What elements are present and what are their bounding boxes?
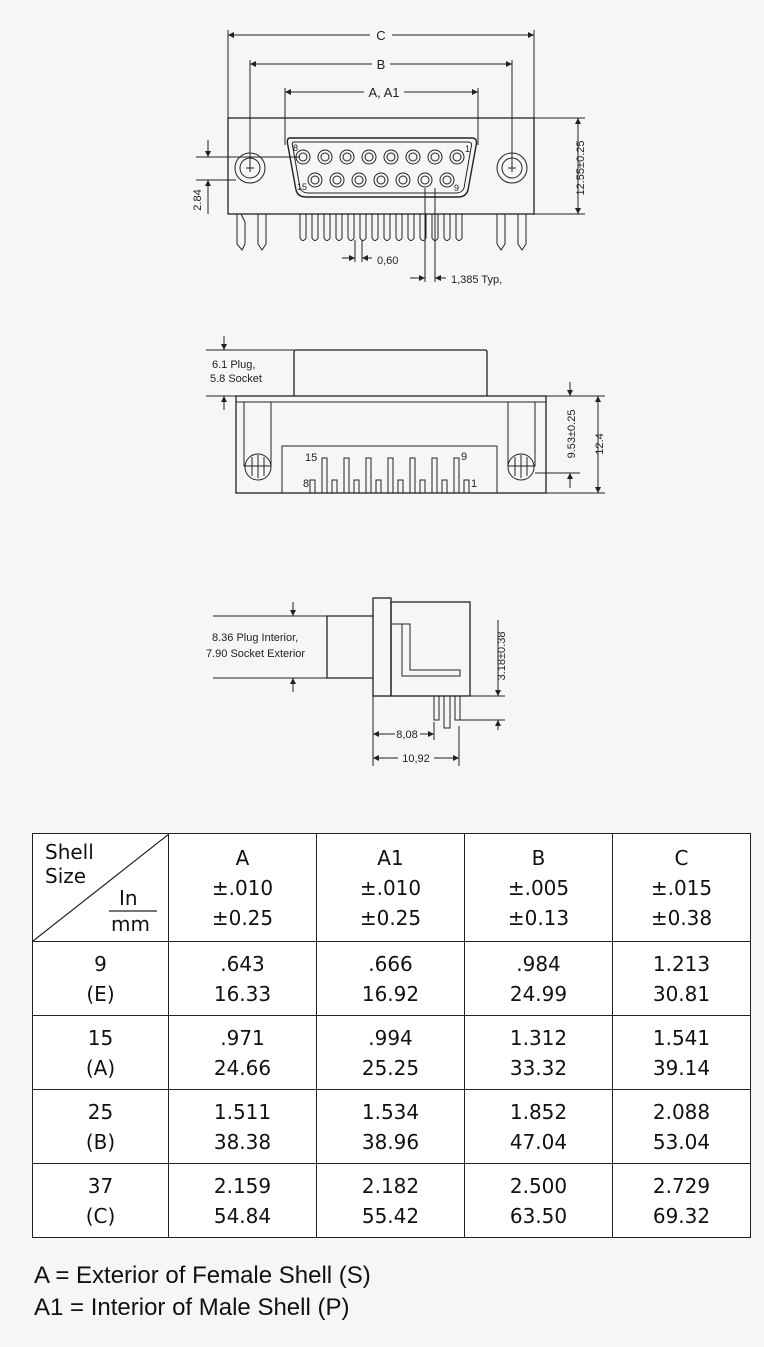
value-mm: 55.42 (361, 1203, 420, 1228)
value-cell (465, 942, 613, 1016)
value-mm: 33.32 (509, 1055, 568, 1080)
header-c-tol-in: ±.015 (650, 875, 713, 900)
legend-line-a1: A1 = Interior of Male Shell (P) (34, 1294, 350, 1321)
shell-code: (C) (85, 1203, 116, 1228)
table-header-row (33, 834, 751, 942)
value-cell (169, 1090, 317, 1164)
header-a-name: A (235, 845, 250, 870)
value-cell (613, 1164, 751, 1238)
value-cell (169, 942, 317, 1016)
value-mm: 16.33 (213, 981, 272, 1006)
header-b (465, 834, 613, 942)
value-in: 2.182 (361, 1173, 420, 1198)
bottom-dim-inner-label: 9.53±0.25 (566, 409, 578, 459)
front-height-left-label: 2.84 (192, 189, 204, 211)
shell-code: (E) (86, 981, 115, 1006)
bottom-pin-15-label: 15 (305, 452, 318, 464)
value-cell (169, 1016, 317, 1090)
bottom-pin-9-label: 9 (461, 451, 468, 463)
value-cell (613, 942, 751, 1016)
value-cell (317, 1164, 465, 1238)
header-b-name: B (531, 845, 546, 870)
value-mm: 38.38 (213, 1129, 272, 1154)
value-cell (465, 1164, 613, 1238)
shell-code: (A) (85, 1055, 116, 1080)
value-in: 2.159 (213, 1173, 272, 1198)
header-a1-tol-mm: ±0.25 (359, 905, 422, 930)
value-in: .984 (516, 951, 561, 976)
shell-code: (B) (85, 1129, 116, 1154)
value-in: 1.312 (509, 1025, 568, 1050)
legend-line-a: A = Exterior of Female Shell (S) (34, 1262, 371, 1289)
value-mm: 24.66 (213, 1055, 272, 1080)
side-view-drawing (0, 590, 764, 770)
value-mm: 38.96 (361, 1129, 420, 1154)
corner-shell-text: Shell (45, 840, 94, 864)
header-c (613, 834, 751, 942)
shell-size-cell (33, 942, 169, 1016)
front-pin-1-label: 1 (465, 144, 471, 154)
value-cell (465, 1016, 613, 1090)
value-in: 2.729 (652, 1173, 711, 1198)
header-a-tol-mm: ±0.25 (211, 905, 274, 930)
value-in: 1.541 (652, 1025, 711, 1050)
bottom-pin-8-label: 8 (303, 478, 310, 490)
value-in: 2.500 (509, 1173, 568, 1198)
value-cell (613, 1016, 751, 1090)
header-a1-tol-in: ±.010 (359, 875, 422, 900)
header-b-tol-mm: ±0.13 (507, 905, 570, 930)
bottom-pin-1-label: 1 (471, 478, 478, 490)
value-in: 2.088 (652, 1099, 711, 1124)
value-mm: 39.14 (652, 1055, 711, 1080)
front-pin-15-label: 15 (297, 182, 308, 192)
value-cell (317, 1090, 465, 1164)
value-mm: 47.04 (509, 1129, 568, 1154)
table-row (33, 942, 751, 1016)
value-cell (465, 1090, 613, 1164)
header-c-tol-mm: ±0.38 (650, 905, 713, 930)
bottom-view-drawing (0, 330, 764, 530)
side-dim-short-label: 8,08 (396, 729, 418, 741)
value-cell (613, 1090, 751, 1164)
table-row (33, 1016, 751, 1090)
value-mm: 54.84 (213, 1203, 272, 1228)
value-in: .971 (220, 1025, 265, 1050)
header-c-name: C (674, 845, 689, 870)
front-pin-pitch-label: 1,385 Typ, (451, 274, 503, 286)
header-a1-name: A1 (377, 845, 404, 870)
bottom-dim-outer-label: 12.4 (594, 433, 606, 455)
value-in: 1.852 (509, 1099, 568, 1124)
side-dim-long-label: 10,92 (402, 753, 430, 765)
header-a (169, 834, 317, 942)
value-in: 1.511 (213, 1099, 272, 1124)
corner-size-text: Size (45, 864, 87, 888)
front-pin-8-label: 8 (293, 143, 299, 153)
value-mm: 63.50 (509, 1203, 568, 1228)
value-mm: 16.92 (361, 981, 420, 1006)
value-in: .666 (368, 951, 413, 976)
value-mm: 24.99 (509, 981, 568, 1006)
front-view-drawing (0, 0, 764, 300)
header-a-tol-in: ±.010 (211, 875, 274, 900)
value-cell (317, 1016, 465, 1090)
shell-size-cell (33, 1016, 169, 1090)
side-dim-vertical-label: 3.18±0.38 (496, 631, 508, 681)
shell-size: 15 (87, 1025, 114, 1050)
table-row (33, 1090, 751, 1164)
front-dim-b-label: B (376, 57, 386, 72)
table-corner-cell (33, 834, 169, 942)
front-dim-c-label: C (376, 28, 386, 43)
value-mm: 30.81 (652, 981, 711, 1006)
value-cell (317, 942, 465, 1016)
value-mm: 69.32 (652, 1203, 711, 1228)
value-in: 1.534 (361, 1099, 420, 1124)
corner-in-label: In (119, 886, 138, 910)
header-a1 (317, 834, 465, 942)
value-cell (169, 1164, 317, 1238)
bottom-shell-depth-line2: 5.8 Socket (210, 373, 262, 385)
side-interior-line2: 7.90 Socket Exterior (206, 648, 306, 660)
corner-mm-label: mm (111, 912, 150, 936)
shell-size: 37 (87, 1173, 114, 1198)
bottom-shell-depth-line1: 6.1 Plug, (212, 359, 256, 371)
shell-size: 25 (87, 1099, 114, 1124)
front-pin-9-label: 9 (454, 183, 460, 193)
shell-size-cell (33, 1090, 169, 1164)
table-row (33, 1164, 751, 1238)
value-mm: 53.04 (652, 1129, 711, 1154)
value-in: .643 (220, 951, 265, 976)
front-pin-width-label: 0,60 (377, 255, 399, 267)
dimension-table (32, 833, 751, 1238)
front-height-right-label: 12.55±0.25 (575, 140, 587, 196)
value-in: 1.213 (652, 951, 711, 976)
header-b-tol-in: ±.005 (507, 875, 570, 900)
shell-size: 9 (94, 951, 107, 976)
value-in: .994 (368, 1025, 413, 1050)
shell-size-cell (33, 1164, 169, 1238)
side-interior-line1: 8.36 Plug Interior, (212, 632, 299, 644)
value-mm: 25.25 (361, 1055, 420, 1080)
front-dim-a-label: A, A1 (368, 85, 400, 100)
